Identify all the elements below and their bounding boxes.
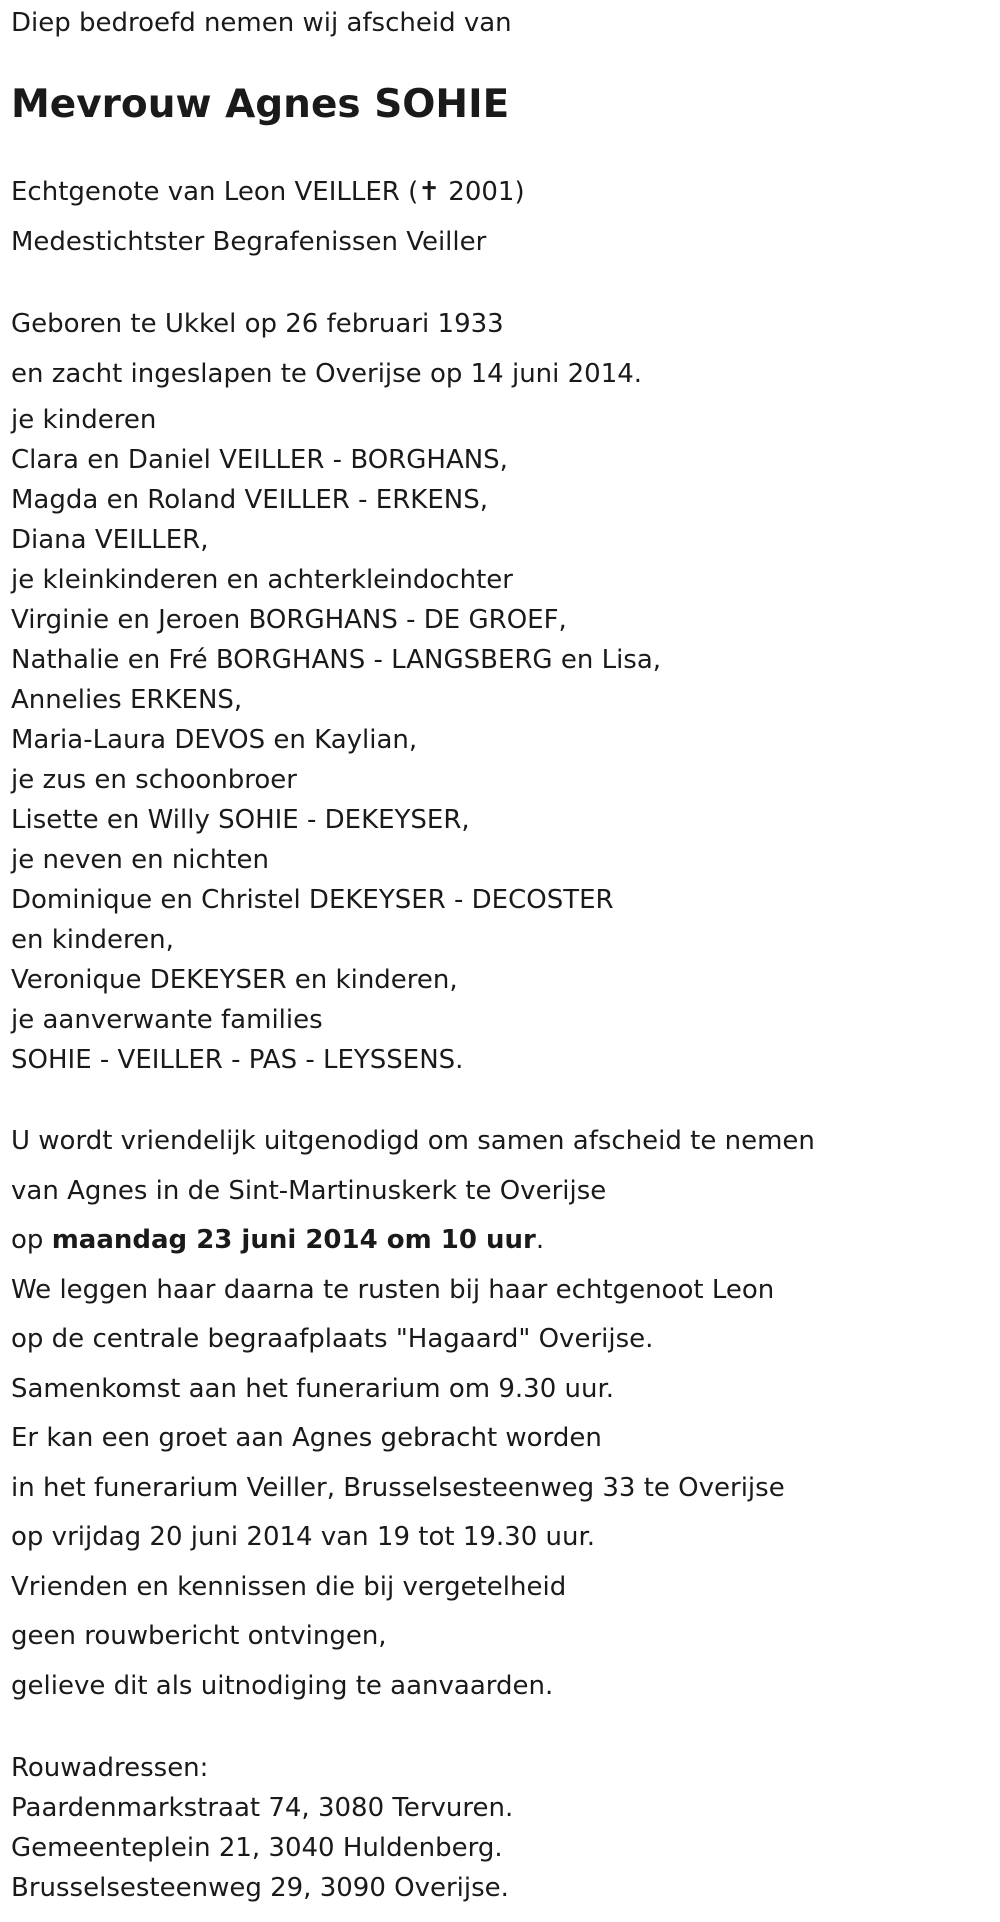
family-line: en kinderen, xyxy=(11,925,174,955)
intro-text: Diep bedroefd nemen wij afscheid van xyxy=(11,8,512,38)
family-line: Nathalie en Fré BORGHANS - LANGSBERG en Lisa, xyxy=(11,645,662,675)
family-line: Annelies ERKENS, xyxy=(11,685,243,715)
family-line: je zus en schoonbroer xyxy=(11,765,297,795)
invitation-line: We leggen haar daarna te rusten bij haar echtgenoot Leon xyxy=(11,1274,775,1305)
family-line: Magda en Roland VEILLER - ERKENS, xyxy=(11,485,488,515)
invitation-line: Samenkomst aan het funerarium om 9.30 uur. xyxy=(11,1373,615,1404)
family-line: je kleinkinderen en achterkleindochter xyxy=(11,565,513,595)
invitation-line: van Agnes in de Sint-Martinuskerk te Overijse xyxy=(11,1175,607,1206)
invitation-line: Vrienden en kennissen die bij vergetelheid xyxy=(11,1571,567,1602)
family-line: je aanverwante families xyxy=(11,1005,323,1035)
born-line: Geboren te Ukkel op 26 februari 1933 xyxy=(11,309,504,339)
spouse-line: Echtgenote van Leon VEILLER (✝ 2001) xyxy=(11,177,525,207)
died-line: en zacht ingeslapen te Overijse op 14 juni 2014. xyxy=(11,358,643,389)
family-line: Lisette en Willy SOHIE - DEKEYSER, xyxy=(11,805,470,835)
family-line: je kinderen xyxy=(11,405,157,435)
family-line: Veronique DEKEYSER en kinderen, xyxy=(11,965,458,995)
address-line: Gemeenteplein 21, 3040 Huldenberg. xyxy=(11,1833,503,1863)
address-line: Brusselsesteenweg 29, 3090 Overijse. xyxy=(11,1873,509,1903)
family-line: SOHIE - VEILLER - PAS - LEYSSENS. xyxy=(11,1045,464,1075)
invitation-line: in het funerarium Veiller, Brusselsesteenweg 33 te Overijse xyxy=(11,1472,785,1503)
invitation-line: U wordt vriendelijk uitgenodigd om samen afscheid te nemen xyxy=(11,1126,815,1156)
life-dates xyxy=(11,300,642,399)
invitation-line: gelieve dit als uitnodiging te aanvaarden. xyxy=(11,1670,554,1701)
family-line: Maria-Laura DEVOS en Kaylian, xyxy=(11,725,418,755)
deceased-name: Mevrouw Agnes SOHIE xyxy=(11,82,510,127)
invitation-line: geen rouwbericht ontvingen, xyxy=(11,1621,387,1651)
address-line: Paardenmarkstraat 74, 3080 Tervuren. xyxy=(11,1793,514,1823)
invitation-date-line: op maandag 23 juni 2014 om 10 uur. xyxy=(11,1225,545,1255)
invitation-block xyxy=(11,1117,815,1711)
ceremony-date: maandag 23 juni 2014 om 10 uur xyxy=(51,1225,536,1255)
role-line: Medestichtster Begrafenissen Veiller xyxy=(11,226,487,257)
invitation-line: op de centrale begraafplaats "Hagaard" Overijse. xyxy=(11,1324,654,1354)
family-line: je neven en nichten xyxy=(11,845,269,875)
spouse-block xyxy=(11,168,525,267)
family-line: Clara en Daniel VEILLER - BORGHANS, xyxy=(11,445,508,475)
invitation-line: Er kan een groet aan Agnes gebracht worden xyxy=(11,1423,602,1453)
addresses-block xyxy=(11,1748,513,1908)
family-line: Dominique en Christel DEKEYSER - DECOSTER xyxy=(11,885,614,915)
addresses-heading: Rouwadressen: xyxy=(11,1753,209,1783)
invitation-line: op vrijdag 20 juni 2014 van 19 tot 19.30 uur. xyxy=(11,1522,596,1552)
family-line: Diana VEILLER, xyxy=(11,525,209,555)
family-line: Virginie en Jeroen BORGHANS - DE GROEF, xyxy=(11,605,567,635)
family-list xyxy=(11,400,661,1080)
cross-icon: ✝ xyxy=(418,177,441,207)
